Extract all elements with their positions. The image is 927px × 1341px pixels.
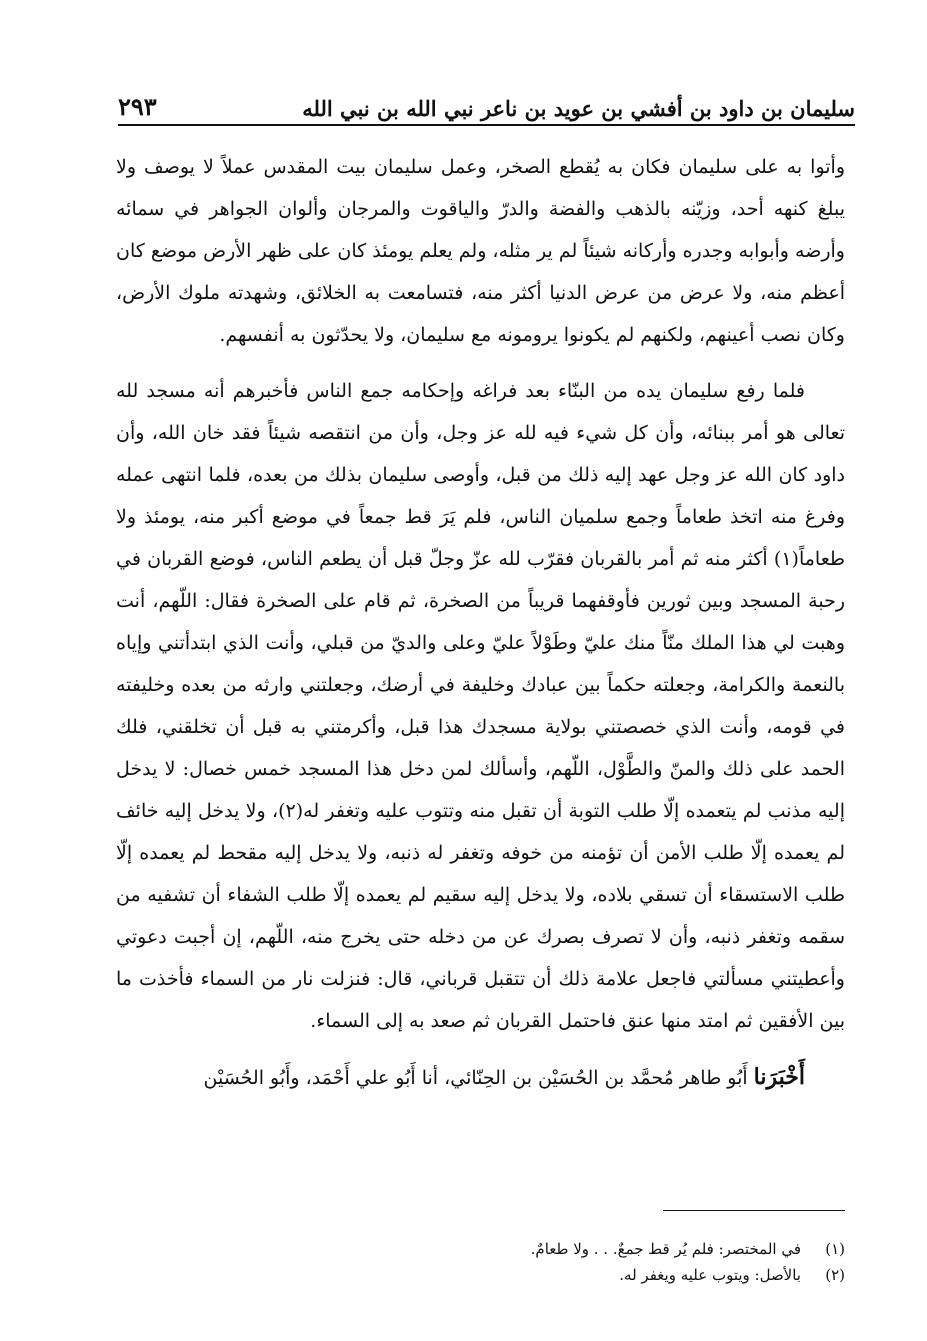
paragraph-1: وأتوا به على سليمان فكان به يُقطع الصخر، وعمل سليمان بيت المقدس عملاً لا يوصف ولا يبلغ كنهه أحد، وزيّنه بالذهب والفضة والدرّ والياقوت والمرجان وألوان الجواهر في سمائه وأرضه وأبوابه وجدره وأركانه شيئاً لم ير مثله، ولم يعلم يومئذ كان على ظهر الأرض موضع كان أعظم منه، ولا عرض من عرض الدنيا أكثر منه، فتسامعت به الخلائق، وشهدته ملوك الأرض، وكان نصب أعينهم، ولكنهم لم يكونوا يرومونه مع سليمان، ولا يحدّثون به أنفسهم. bbox=[116, 156, 845, 346]
paragraph-3 bbox=[116, 1056, 845, 1099]
footnote-1-number: (١) bbox=[825, 1240, 845, 1258]
akhbarana-lead: أَخْبَرَنا bbox=[753, 1064, 805, 1090]
paragraph-2: فلما رفع سليمان يده من البنّاء بعد فراغه وإحكامه جمع الناس فأخبرهم أنه مسجد لله تعالى هو أمر ببنائه، وأن كل شيء فيه لله عز وجل، وأن من انتقصه شيئاً فقد خان الله، وأن داود كان الله عز وجل عهد إليه ذلك من قبل، وأوصى سليمان بذلك من بعده، فلما انتهى عمله وفرغ منه اتخذ طعاماً وجمع سلميان الناس، فلم يَرَ قط جمعاً في موضع أكبر منه، يومئذ ولا طعاماً(١) أكثر منه ثم أمر بالقربان فقرّب لله عزّ وجلّ قبل أن يطعم الناس، فوضع القربان في رحبة المسجد وبين ثورين فأوقفهما قريباً من الصخرة، ثم قام على الصخرة فقال: اللّهم، أنت وهبت لي هذا الملك منّاً منك عليّ وطَوْلاً عليّ وعلى والديّ من قبلي، وأنت الذي ابتدأتني وإياه بالنعمة والكرامة، وجعلته حكماً بين عبادك وخليفة في أرضك، وجعلتني وارثه من بعده وخليفته في قومه، وأنت الذي خصصتني بولاية مسجدك هذا قبل، وأكرمتني به قبل أن تخلقني، فلك الحمد على ذلك والمنّ والطَّوْل، اللّهم، وأسألك لمن دخل هذا المسجد خمس خصال: لا يدخل إليه مذنب لم يتعمده إلّا طلب التوبة أن تقبل منه وتتوب عليه وتغفر له(٢)، ولا يدخل إليه خائف لم يعمده إلّا طلب الأمن أن تؤمنه من خوفه وتغفر له ذنبه، ولا يدخل إليه مقحط لم يعمده إلّا طلب الاستسقاء أن تسقي بلاده، ولا يدخل إليه سقيم لم يعمده إلّا طلب الشفاء أن تشفيه من سقمه وتغفر ذنبه، وأن لا تصرف بصرك عن من دخله حتى يخرج منه، اللّهم، إن أجبت دعوتي وأعطيتني مسألتي فاجعل علامة ذلك أن تتقبل قرباني، قال: فنزلت نار من السماء فأخذت ما بين الأفقين ثم امتد منها عنق فاحتمل القربان ثم صعد به إلى السماء. bbox=[116, 380, 845, 1032]
footnote-1 bbox=[116, 1236, 845, 1262]
main-text bbox=[116, 146, 845, 1113]
paragraph-3-text: أَبُو طاهر مُحمَّد بن الحُسَيْن بن الحِنّائي، أنا أَبُو علي أَحْمَد، وأَبُو الحُسَيْن bbox=[203, 1067, 754, 1089]
footnote-2-number: (٢) bbox=[825, 1266, 845, 1284]
footnote-1-text: في المختصر: فلم يُر قط جمعٌ. . . ولا طعامٌ. bbox=[530, 1240, 801, 1258]
running-header bbox=[118, 80, 855, 120]
footnote-rule bbox=[663, 1210, 845, 1211]
footnote-2 bbox=[116, 1262, 845, 1288]
running-header-title: سليمان بن داود بن أفشي بن عويد بن ناعر نبي الله بن نبي الله bbox=[302, 95, 855, 121]
header-rule bbox=[118, 124, 855, 126]
footnote-2-text: بالأصل: ويتوب عليه ويغفر له. bbox=[619, 1266, 801, 1284]
page-number: ٢٩٣ bbox=[118, 91, 157, 121]
footnotes bbox=[116, 1236, 845, 1288]
